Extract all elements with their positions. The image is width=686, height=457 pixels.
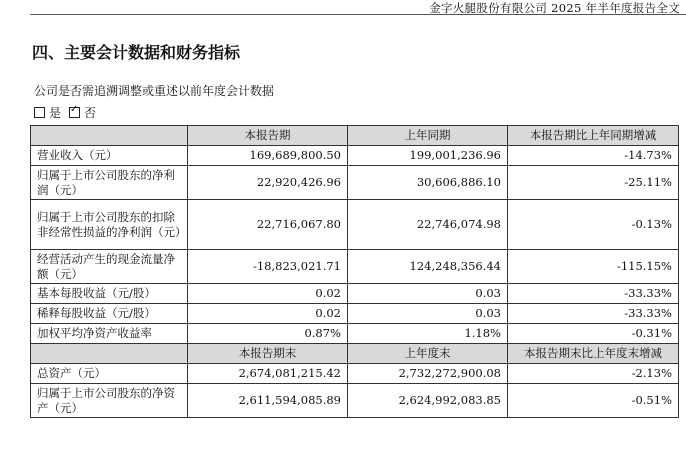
cell-change: -115.15% — [508, 250, 679, 284]
choice-yes-label: 是 — [49, 106, 62, 120]
table-row — [31, 146, 679, 166]
cell-value: 30,606,886.10 — [348, 166, 508, 200]
cell-value: 2,624,992,083.85 — [348, 384, 508, 418]
table-row — [31, 384, 679, 418]
header-change: 本报告期末比上年度末增减 — [508, 344, 679, 364]
financial-indicators-table — [30, 125, 679, 418]
cell-value: 22,746,074.98 — [348, 200, 508, 250]
cell-value: -18,823,021.71 — [188, 250, 348, 284]
cell-value: 0.03 — [348, 284, 508, 304]
header-prior-period: 上年同期 — [348, 126, 508, 146]
restatement-question: 公司是否需追溯调整或重述以前年度会计数据 — [34, 84, 275, 98]
cell-value: 2,674,081,215.42 — [188, 364, 348, 384]
cell-value: 199,001,236.96 — [348, 146, 508, 166]
table-row — [31, 166, 679, 200]
row-label: 归属于上市公司股东的净资产（元） — [31, 384, 188, 418]
checkbox-no-checked — [69, 107, 80, 118]
cell-value: 2,611,594,085.89 — [188, 384, 348, 418]
header-period-end: 本报告期末 — [188, 344, 348, 364]
running-header: 金字火腿股份有限公司 2025 年半年度报告全文 — [429, 1, 680, 15]
row-label: 总资产（元） — [31, 364, 188, 384]
table1-header-row — [31, 126, 679, 146]
row-label: 基本每股收益（元/股） — [31, 284, 188, 304]
table-row — [31, 324, 679, 344]
row-label: 经营活动产生的现金流量净额（元） — [31, 250, 188, 284]
table-row — [31, 364, 679, 384]
header-prior-year-end: 上年度末 — [348, 344, 508, 364]
table2-header-row — [31, 344, 679, 364]
cell-value: 0.87% — [188, 324, 348, 344]
header-change: 本报告期比上年同期增减 — [508, 126, 679, 146]
cell-value: 1.18% — [348, 324, 508, 344]
section-title: 四、主要会计数据和财务指标 — [32, 43, 241, 62]
table-row — [31, 304, 679, 324]
header-current-period: 本报告期 — [188, 126, 348, 146]
row-label: 归属于上市公司股东的净利润（元） — [31, 166, 188, 200]
cell-value: 0.03 — [348, 304, 508, 324]
restatement-choice — [34, 104, 96, 121]
cell-value: 169,689,800.50 — [188, 146, 348, 166]
cell-change: -14.73% — [508, 146, 679, 166]
row-label: 稀释每股收益（元/股） — [31, 304, 188, 324]
cell-change: -0.13% — [508, 200, 679, 250]
cell-value: 2,732,272,900.08 — [348, 364, 508, 384]
cell-value: 0.02 — [188, 304, 348, 324]
table-row — [31, 284, 679, 304]
cell-change: -0.31% — [508, 324, 679, 344]
cell-change: -33.33% — [508, 284, 679, 304]
checkbox-yes — [34, 107, 45, 118]
cell-change: -25.11% — [508, 166, 679, 200]
cell-change: -33.33% — [508, 304, 679, 324]
cell-value: 22,716,067.80 — [188, 200, 348, 250]
cell-change: -0.51% — [508, 384, 679, 418]
row-label: 营业收入（元） — [31, 146, 188, 166]
row-label: 加权平均净资产收益率 — [31, 324, 188, 344]
header-cell — [31, 344, 188, 364]
header-cell — [31, 126, 188, 146]
table-row — [31, 250, 679, 284]
table-row — [31, 200, 679, 250]
choice-no-label: 否 — [84, 106, 97, 120]
cell-value: 0.02 — [188, 284, 348, 304]
row-label: 归属于上市公司股东的扣除非经常性损益的净利润（元） — [31, 200, 188, 250]
cell-value: 124,248,356.44 — [348, 250, 508, 284]
cell-value: 22,920,426.96 — [188, 166, 348, 200]
cell-change: -2.13% — [508, 364, 679, 384]
